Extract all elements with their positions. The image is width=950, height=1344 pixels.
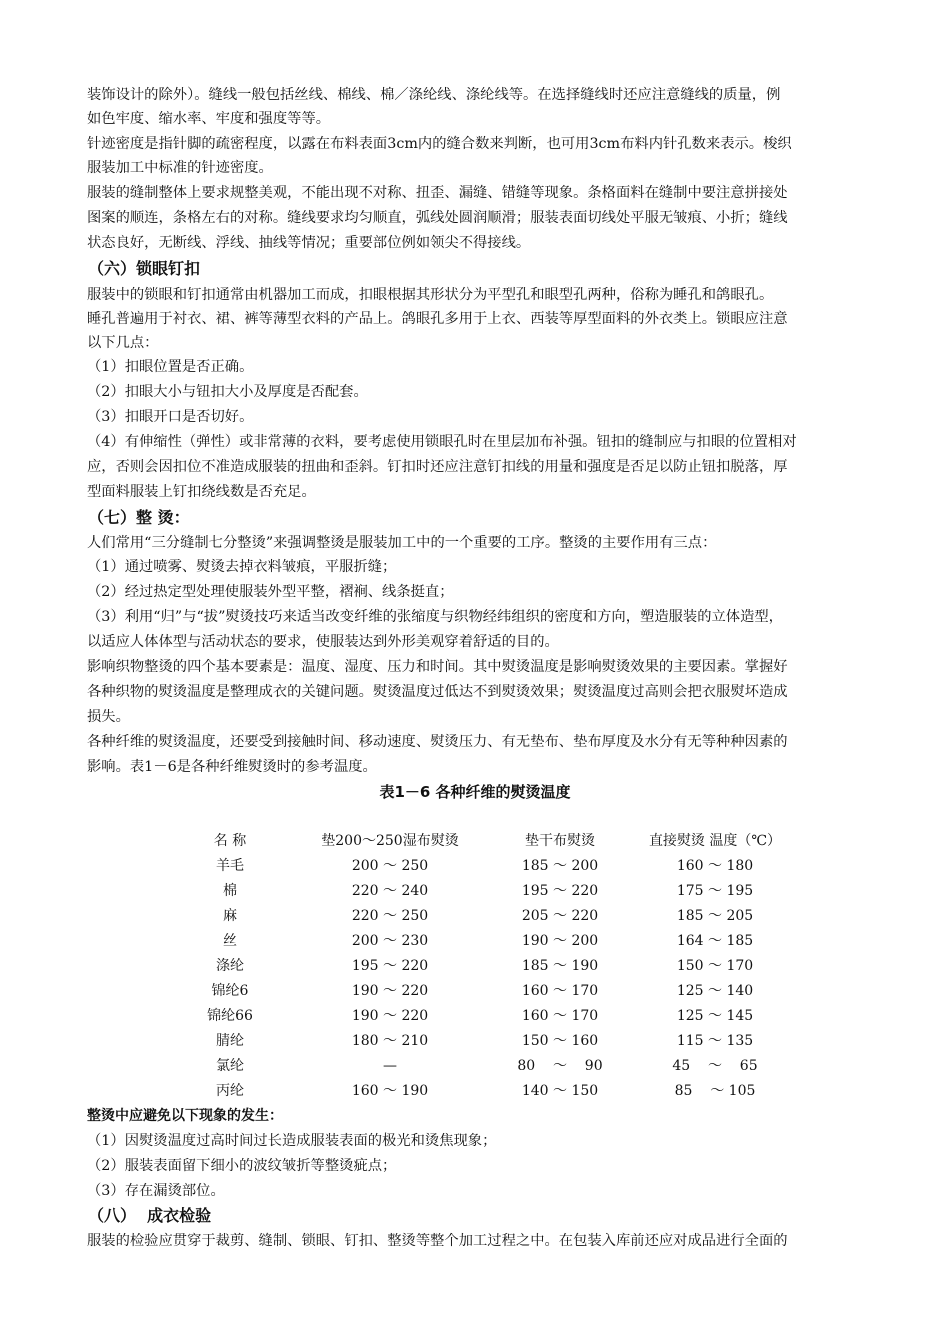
table-header-cell: 直接熨烫 温度（℃） [648, 833, 782, 849]
section-heading-inspection: （八） 成衣检验 [88, 1206, 212, 1225]
list-item: （1）通过喷雾、熨烫去掉衣料皱痕，平服折缝； [87, 559, 397, 575]
table-cell: 160 ～ 170 [521, 983, 599, 999]
table-cell: 140 ～ 150 [521, 1083, 599, 1099]
table-cell: 125 ～ 145 [676, 1008, 754, 1024]
table-cell: 85 ～ 105 [674, 1083, 756, 1099]
table-cell: 涤纶 [216, 958, 244, 974]
table-cell: 125 ～ 140 [676, 983, 754, 999]
table-cell: 115 ～ 135 [676, 1033, 754, 1049]
paragraph-line: 以适应人体体型与活动状态的要求，使服装达到外形美观穿着舒适的目的。 [87, 634, 559, 650]
table-cell: 150 ～ 160 [521, 1033, 599, 1049]
table-cell: 195 ～ 220 [521, 883, 599, 899]
paragraph-line: 人们常用“三分缝制七分整烫”来强调整烫是服装加工中的一个重要的工序。整烫的主要作用有三点： [87, 535, 717, 551]
paragraph-line: 装饰设计的除外）。缝线一般包括丝线、棉线、棉／涤纶线、涤纶线等。在选择缝线时还应注意缝线的质量，例 [87, 87, 781, 103]
table-cell: 160 ～ 190 [351, 1083, 429, 1099]
table-cell: 氯纶 [216, 1058, 244, 1074]
paragraph-line: 睡孔普遍用于衬衣、裙、裤等薄型衣料的产品上。鸽眼孔多用于上衣、西装等厚型面料的外衣类上。锁眼应注意 [87, 311, 788, 327]
section-heading-ironing: （七）整 烫： [88, 508, 190, 527]
table-header-cell: 垫200～250湿布熨烫 [321, 833, 459, 849]
table-cell: 羊毛 [216, 858, 244, 874]
list-item: （3）利用“归”与“拔”熨烫技巧来适当改变纤维的张缩度与织物经纬组织的密度和方向，塑造服装的立体造型， [87, 609, 783, 625]
table-cell: 棉 [223, 883, 237, 899]
table-cell: 麻 [223, 908, 237, 924]
table-cell: 205 ～ 220 [521, 908, 599, 924]
list-item: （1）扣眼位置是否正确。 [87, 359, 254, 375]
table-cell: 220 ～ 240 [351, 883, 429, 899]
paragraph-line: 应，否则会因扣位不准造成服装的扭曲和歪斜。钉扣时还应注意钉扣线的用量和强度是否足以防止钮扣脱落，厚 [87, 459, 788, 475]
section-heading-buttonholes: （六）锁眼钉扣 [88, 259, 201, 278]
list-item: （4）有伸缩性（弹性）或非常薄的衣料，要考虑使用锁眼孔时在里层加布补强。钮扣的缝制应与扣眼的位置相对 [87, 434, 797, 450]
paragraph-line: 影响。表1－6是各种纤维熨烫时的参考温度。 [87, 759, 377, 775]
paragraph-line: 针迹密度是指针脚的疏密程度，以露在布料表面3cm内的缝合数来判断，也可用3cm布料内针孔数来表示。梭织 [87, 136, 792, 152]
paragraph-line: 图案的顺连，条格左右的对称。缝线要求均匀顺直，弧线处圆润顺滑；服装表面切线处平服无皱痕、小折；缝线 [87, 210, 788, 226]
table-cell: 锦纶66 [207, 1008, 253, 1024]
paragraph-line: 损失。 [87, 709, 130, 725]
paragraph-line: 如色牢度、缩水率、牢度和强度等等。 [87, 111, 331, 127]
table-cell: 160 ～ 180 [676, 858, 754, 874]
table-cell: 185 ～ 200 [521, 858, 599, 874]
table-cell: 190 ～ 220 [351, 983, 429, 999]
paragraph-line: 服装的缝制整体上要求规整美观，不能出现不对称、扭歪、漏缝、错缝等现象。条格面料在缝制中要注意拼接处 [87, 185, 788, 201]
table-cell: 185 ～ 205 [676, 908, 754, 924]
table-cell: 220 ～ 250 [351, 908, 429, 924]
table-cell: 80 ～ 90 [517, 1058, 603, 1074]
table-cell: 164 ～ 185 [676, 933, 754, 949]
paragraph-line: 各种纤维的熨烫温度，还要受到接触时间、移动速度、熨烫压力、有无垫布、垫布厚度及水分有无等种种因素的 [87, 734, 788, 750]
list-item: （2）服装表面留下细小的波纹皱折等整烫疵点； [87, 1158, 397, 1174]
paragraph-line: 状态良好，无断线、浮线、抽线等情况；重要部位例如领尖不得接线。 [87, 235, 531, 251]
table-cell: 190 ～ 220 [351, 1008, 429, 1024]
table-cell: 175 ～ 195 [676, 883, 754, 899]
paragraph-line: 各种织物的熨烫温度是整理成衣的关键问题。熨烫温度过低达不到熨烫效果；熨烫温度过高则会把衣服熨坏造成 [87, 684, 788, 700]
paragraph-line: 服装加工中标准的针迹密度。 [87, 160, 273, 176]
table-header-cell: 垫干布熨烫 [525, 833, 595, 849]
list-item: （3）扣眼开口是否切好。 [87, 409, 254, 425]
paragraph-line: 以下几点： [87, 335, 159, 351]
table-cell: 锦纶6 [211, 983, 249, 999]
list-item: （2）扣眼大小与钮扣大小及厚度是否配套。 [87, 384, 368, 400]
table-cell: 195 ～ 220 [351, 958, 429, 974]
table-cell: — [383, 1058, 397, 1074]
table-cell: 200 ～ 230 [351, 933, 429, 949]
table-cell: 45 ～ 65 [672, 1058, 758, 1074]
list-item: （3）存在漏烫部位。 [87, 1183, 225, 1199]
table-cell: 180 ～ 210 [351, 1033, 429, 1049]
table-header-cell: 名 称 [213, 833, 247, 849]
table-cell: 160 ～ 170 [521, 1008, 599, 1024]
table-cell: 200 ～ 250 [351, 858, 429, 874]
table-cell: 190 ～ 200 [521, 933, 599, 949]
paragraph-line: 服装的检验应贯穿于裁剪、缝制、锁眼、钉扣、整烫等整个加工过程之中。在包装入库前还应对成品进行全面的 [87, 1233, 788, 1249]
table-cell: 腈纶 [216, 1033, 244, 1049]
list-item: （1）因熨烫温度过高时间过长造成服装表面的极光和烫焦现象； [87, 1133, 497, 1149]
table-cell: 丙纶 [216, 1083, 244, 1099]
list-item: （2）经过热定型处理使服装外型平整，褶裥、线条挺直； [87, 584, 454, 600]
paragraph-line: 影响织物整烫的四个基本要素是：温度、湿度、压力和时间。其中熨烫温度是影响熨烫效果的主要因素。掌握好 [87, 659, 788, 675]
paragraph-line: 型面料服装上钉扣绕线数是否充足。 [87, 484, 316, 500]
avoid-heading: 整烫中应避免以下现象的发生： [87, 1108, 283, 1124]
table-cell: 150 ～ 170 [676, 958, 754, 974]
paragraph-line: 服装中的锁眼和钉扣通常由机器加工而成，扣眼根据其形状分为平型孔和眼型孔两种，俗称为睡孔和鸽眼孔。 [87, 287, 774, 303]
table-cell: 丝 [223, 933, 237, 949]
table-caption: 表1－6 各种纤维的熨烫温度 [379, 783, 571, 801]
table-cell: 185 ～ 190 [521, 958, 599, 974]
